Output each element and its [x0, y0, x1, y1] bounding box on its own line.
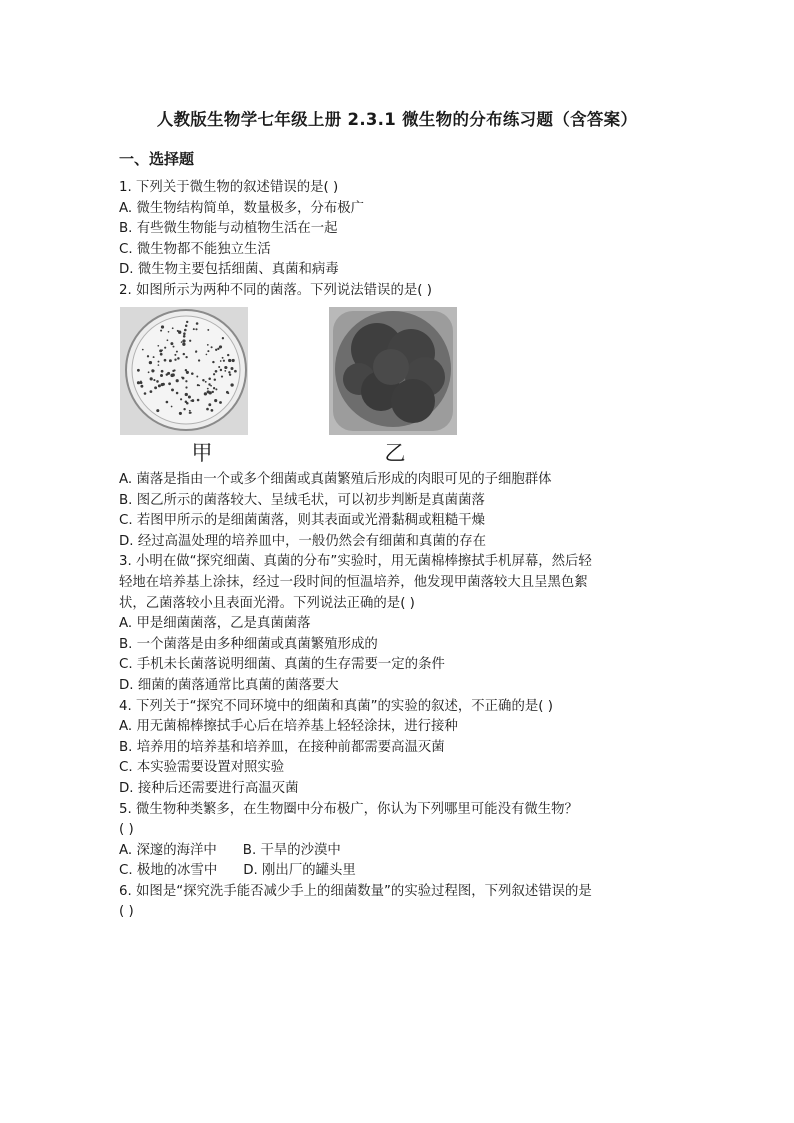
- question-5-options-row-1: [119, 841, 679, 862]
- question-1-option-b: B. 有些微生物能与动植物生活在一起: [119, 221, 338, 237]
- bacterial-colony-dot: [177, 357, 180, 360]
- bacterial-colony-dot: [167, 339, 169, 341]
- bacterial-colony-dot: [219, 345, 222, 348]
- bacterial-colony-dot: [171, 388, 174, 391]
- bacterial-colony-dot: [232, 359, 235, 362]
- bacterial-colony-dot: [172, 373, 175, 376]
- bacterial-colony-dot: [185, 325, 188, 328]
- bacterial-colony-dot: [185, 380, 187, 382]
- bacterial-colony-dot: [184, 329, 187, 332]
- bacterial-colony-dot: [182, 339, 185, 342]
- bacterial-colony-dot: [137, 381, 140, 384]
- bacterial-colony-dot: [164, 347, 166, 349]
- question-2-stem: 2. 如图所示为两种不同的菌落。下列说法错误的是( ): [119, 282, 432, 298]
- bacterial-colony-dot: [181, 376, 183, 378]
- bacterial-colony-dot: [208, 383, 210, 385]
- question-1-option-d: D. 微生物主要包括细菌、真菌和病毒: [119, 262, 339, 278]
- bacterial-colony-dot: [137, 369, 140, 372]
- bacterial-colony-dot: [206, 354, 208, 356]
- colony-figures: [120, 307, 460, 467]
- bacterial-colony-dot: [193, 328, 195, 330]
- bacterial-colony-dot: [176, 392, 179, 395]
- bacterial-colony-dot: [217, 348, 219, 350]
- bacterial-colony-dot: [212, 391, 214, 393]
- bacterial-colony-dot: [171, 406, 173, 408]
- bacterial-colony-dot: [211, 346, 213, 348]
- question-5-option-b: B. 干旱的沙漠中: [242, 842, 341, 858]
- bacterial-colony-dot: [161, 383, 164, 386]
- bacterial-colony-dot: [183, 335, 186, 338]
- bacterial-colony-dot: [195, 350, 197, 352]
- bacterial-colony-dot: [207, 390, 210, 393]
- question-6-stem-line-1: 6. 如图是“探究洗手能否减少手上的细菌数量”的实验过程图，下列叙述错误的是: [119, 883, 592, 899]
- bacterial-colony-dot: [185, 393, 188, 396]
- bacterial-colony-dot: [220, 369, 222, 371]
- bacterial-colony-dot: [160, 374, 163, 377]
- question-3-option-d: D. 细菌的菌落通常比真菌的菌落要大: [119, 677, 339, 693]
- bacterial-colony-dot: [170, 342, 173, 345]
- bacterial-colony-dot: [228, 371, 230, 373]
- bacterial-colony-dot: [224, 370, 226, 372]
- section-heading: 一、选择题: [119, 150, 195, 168]
- bacterial-colony-dot: [208, 403, 211, 406]
- bacterial-colony-dot: [196, 322, 199, 325]
- question-4-option-d: D. 接种后还需要进行高温灭菌: [119, 780, 299, 796]
- bacterial-colony-dot: [221, 376, 223, 378]
- bacterial-colony-dot: [214, 378, 216, 380]
- bacterial-colony-dot: [176, 351, 178, 353]
- question-block-1-2: [119, 178, 679, 302]
- bacterial-colony-dot: [186, 321, 188, 323]
- bacterial-colony-dot: [178, 331, 181, 334]
- bacterial-colony-dot: [234, 370, 237, 373]
- bacterial-colony-dot: [168, 382, 171, 385]
- bacterial-colony-dot: [161, 370, 164, 373]
- bacterial-colony-dot: [222, 357, 224, 359]
- bacterial-colony-dot: [158, 364, 160, 366]
- bacterial-colony-dot: [151, 369, 154, 372]
- bacterial-colony-dot: [173, 346, 175, 348]
- bacterial-colony-dot: [185, 386, 187, 388]
- bacterial-colony-dot: [140, 385, 143, 388]
- bacterial-colony-dot: [189, 410, 191, 412]
- bacterial-colony-dot: [172, 327, 174, 329]
- bacterial-colony-dot: [158, 384, 161, 387]
- bacterial-colony-dot: [215, 349, 217, 351]
- bacterial-colony-dot: [161, 325, 164, 328]
- bacterial-colony-dot: [168, 331, 170, 333]
- bacterial-colony-dot: [181, 341, 183, 343]
- bacterial-colony-dot: [172, 370, 174, 372]
- bacterial-colony-dot: [204, 392, 207, 395]
- bacterial-colony-dot: [197, 399, 200, 402]
- figure-label-jia: 甲: [191, 441, 213, 465]
- bacterial-colony-dot: [213, 387, 215, 389]
- question-2-option-c: C. 若图甲所示的是细菌菌落，则其表面或光滑黏稠或粗糙干燥: [119, 513, 486, 529]
- bacterial-colony-dot: [185, 369, 187, 371]
- bacterial-colony-dot: [185, 400, 188, 403]
- bacterial-colony-dot: [227, 354, 229, 356]
- question-5-stem-line-1: 5. 微生物种类繁多，在生物圈中分布极广，你认为下列哪里可能没有微生物？: [119, 801, 578, 817]
- bacterial-colony-dot: [174, 359, 176, 361]
- question-2-option-a: A. 菌落是指由一个或多个细菌或真菌繁殖后形成的肉眼可见的子细胞群体: [119, 472, 552, 487]
- bacterial-colony-dot: [211, 409, 214, 412]
- bacterial-colony-dot: [179, 412, 182, 415]
- bacterial-colony-dot: [214, 399, 217, 402]
- question-5-option-a: A. 深邃的海洋中: [119, 842, 217, 858]
- bacterial-colony-dot: [166, 401, 169, 404]
- bacterial-colony-dot: [140, 381, 142, 383]
- bacterial-colony-dot: [191, 372, 194, 375]
- bacterial-colony-dot: [228, 359, 231, 362]
- bacterial-colony-dot: [149, 361, 152, 364]
- bacterial-colony-dot: [190, 400, 192, 402]
- bacterial-colony-dot: [182, 343, 185, 346]
- bacterial-colony-dot: [156, 380, 159, 383]
- question-2-option-b: B. 图乙所示的菌落较大、呈绒毛状，可以初步判断是真菌菌落: [119, 492, 485, 508]
- bacterial-colony-dot: [197, 384, 199, 386]
- question-3-stem-line-3: 状，乙菌落较小且表面光滑。下列说法正确的是( ): [119, 595, 415, 611]
- question-5-stem-line-2: ( ): [119, 822, 134, 838]
- petri-dish-jia-image: [120, 307, 248, 435]
- bacterial-colony-dot: [207, 350, 209, 352]
- question-4-stem: 4. 下列关于“探究不同环境中的细菌和真菌”的实验的叙述，不正确的是( ): [119, 698, 553, 714]
- petri-dish-yi-image: [329, 307, 457, 435]
- bacterial-colony-dot: [206, 408, 209, 411]
- bacterial-colony-dot: [207, 344, 209, 346]
- bacterial-colony-dot: [189, 340, 191, 342]
- bacterial-colony-dot: [158, 361, 160, 363]
- bacterial-colony-dot: [161, 349, 163, 351]
- bacterial-colony-dot: [215, 370, 218, 373]
- question-6-stem-line-2: ( ): [119, 904, 134, 920]
- document-title: 人教版生物学七年级上册 2.3.1 微生物的分布练习题（含答案）: [156, 110, 638, 129]
- bacterial-colony-dot: [153, 356, 155, 358]
- bacterial-colony-dot: [229, 374, 231, 376]
- bacterial-colony-dot: [150, 377, 153, 380]
- bacterial-colony-dot: [207, 388, 209, 390]
- bacterial-colony-dot: [183, 408, 185, 410]
- bacterial-colony-dot: [208, 378, 211, 381]
- bacterial-colony-dot: [144, 392, 147, 395]
- bacterial-colony-dot: [166, 373, 168, 375]
- bacterial-colony-dot: [183, 353, 185, 355]
- question-2-option-d: D. 经过高温处理的培养皿中，一般仍然会有细菌和真菌的存在: [119, 533, 486, 549]
- bacterial-colony-dot: [222, 337, 224, 339]
- question-3-stem-line-2: 轻地在培养基上涂抹，经过一段时间的恒温培养，他发现甲菌落较大且呈黑色絮: [119, 574, 588, 590]
- bacterial-colony-dot: [154, 386, 157, 389]
- bacterial-colony-dot: [215, 388, 217, 390]
- bacterial-colony-dot: [169, 359, 172, 362]
- bacterial-colony-dot: [195, 328, 197, 330]
- bacterial-colony-dot: [210, 385, 212, 387]
- bacterial-colony-dot: [220, 360, 222, 362]
- question-4-option-b: B. 培养用的培养基和培养皿，在接种前都需要高温灭菌: [119, 739, 445, 755]
- bacterial-colony-dot: [183, 332, 186, 335]
- bacterial-colony-dot: [160, 353, 163, 356]
- question-3-option-a: A. 甲是细菌菌落，乙是真菌菌落: [119, 616, 311, 632]
- bacterial-colony-dot: [185, 356, 187, 358]
- question-block-2-6: [119, 470, 679, 923]
- question-1-option-c: C. 微生物都不能独立生活: [119, 241, 271, 257]
- bacterial-colony-dot: [196, 376, 198, 378]
- question-3-stem-line-1: 3. 小明在做“探究细菌、真菌的分布”实验时，用无菌棉棒擦拭手机屏幕，然后轻: [119, 554, 592, 570]
- bacterial-colony-dot: [218, 366, 220, 368]
- bacterial-colony-dot: [219, 401, 222, 404]
- bacterial-colony-dot: [164, 359, 167, 362]
- bacterial-colony-dot: [227, 392, 229, 394]
- question-3-option-c: C. 手机未长菌落说明细菌、真菌的生存需要一定的条件: [119, 657, 445, 673]
- question-3-option-b: B. 一个菌落是由多种细菌或真菌繁殖形成的: [119, 636, 378, 652]
- bacterial-colony-dot: [190, 412, 192, 414]
- question-5-option-d: D. 刚出厂的罐头里: [243, 863, 356, 879]
- bacterial-colony-dot: [213, 373, 215, 375]
- bacterial-colony-dot: [198, 359, 200, 361]
- bacterial-colony-dot: [212, 361, 214, 363]
- bacterial-colony-dot: [223, 360, 225, 362]
- bacterial-colony-dot: [202, 379, 204, 381]
- question-5-options-row-2: [119, 861, 679, 882]
- bacterial-colony-dot: [176, 379, 179, 382]
- question-1-option-a: A. 微生物结构简单，数量极多，分布极广: [119, 200, 365, 216]
- bacterial-colony-dot: [180, 398, 182, 400]
- question-4-option-c: C. 本实验需要设置对照实验: [119, 760, 285, 776]
- bacterial-colony-dot: [230, 383, 233, 386]
- bacterial-colony-dot: [205, 381, 207, 383]
- bacterial-colony-dot: [160, 330, 162, 332]
- bacterial-colony-dot: [207, 329, 209, 331]
- figure-label-yi: 乙: [384, 441, 406, 465]
- bacterial-colony-dot: [156, 409, 159, 412]
- question-5-option-c: C. 极地的冰雪中: [119, 863, 218, 879]
- bacterial-colony-dot: [231, 367, 234, 370]
- question-1-stem: 1. 下列关于微生物的叙述错误的是( ): [119, 180, 339, 195]
- bacterial-colony-dot: [148, 371, 150, 373]
- bacterial-colony-dot: [150, 390, 153, 393]
- bacterial-colony-dot: [142, 349, 144, 351]
- question-4-option-a: A. 用无菌棉棒擦拭手心后在培养基上轻轻涂抹，进行接种: [119, 719, 458, 735]
- bacterial-colony-dot: [153, 379, 155, 381]
- bacterial-colony-dot: [188, 396, 190, 398]
- bacterial-colony-dot: [157, 345, 159, 347]
- bacterial-colony-dot: [147, 355, 149, 357]
- bacterial-colony-dot: [226, 367, 228, 369]
- bacterial-colony-dot: [174, 354, 176, 356]
